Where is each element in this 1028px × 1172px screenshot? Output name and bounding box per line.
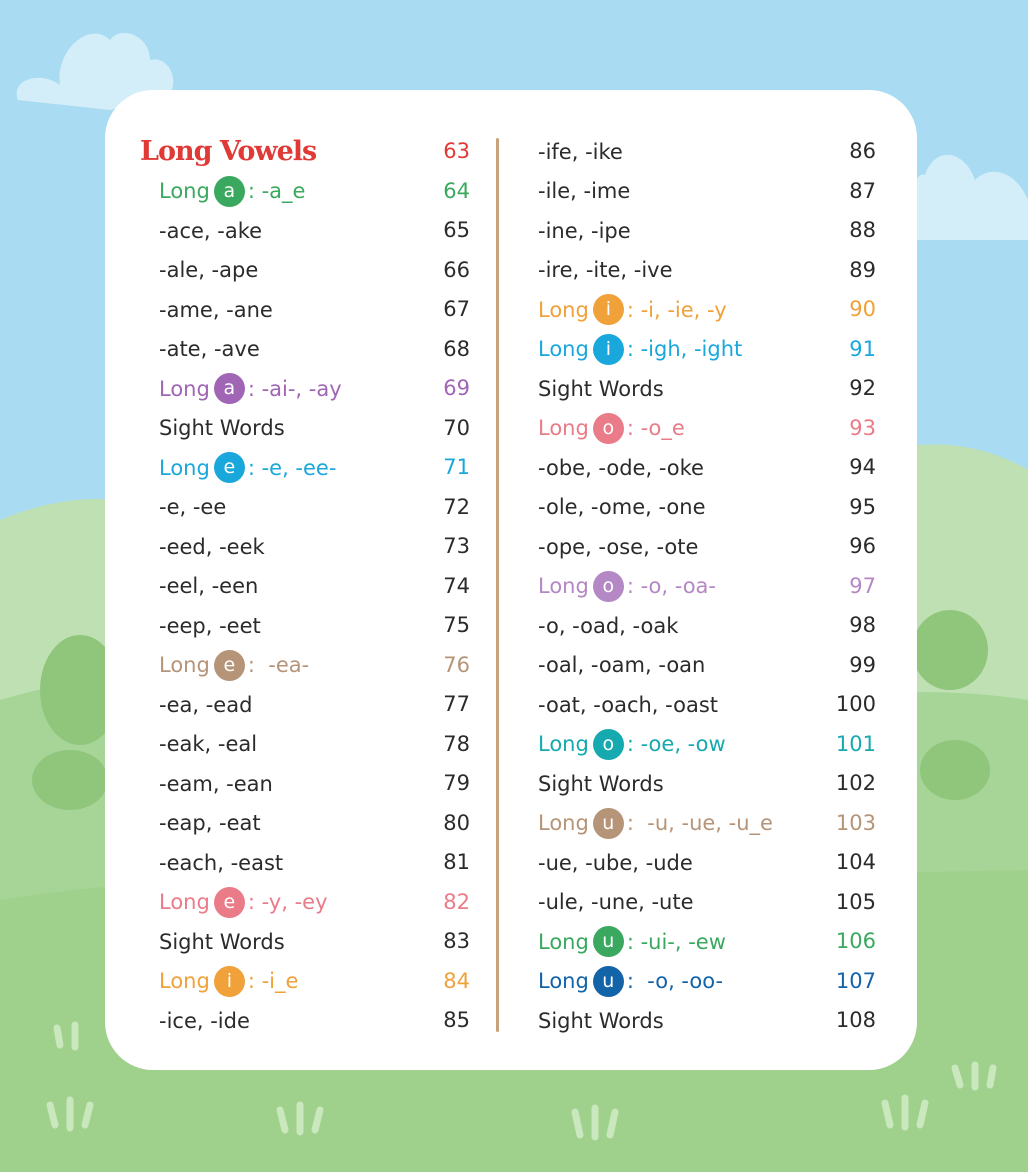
toc-entry xyxy=(140,725,470,765)
toc-entry-label xyxy=(538,966,723,997)
long-prefix: Long xyxy=(538,929,589,954)
page-number: 107 xyxy=(835,968,876,993)
page-number: 81 xyxy=(443,850,470,874)
page-number: 69 xyxy=(443,376,470,400)
toc-entry-label xyxy=(159,373,342,404)
toc-entry xyxy=(538,132,876,172)
toc-entry xyxy=(140,646,470,686)
toc-entry-label xyxy=(538,926,726,957)
toc-entry-label: -eed, -eek xyxy=(159,534,265,559)
page-number: 88 xyxy=(849,218,876,242)
toc-entry xyxy=(538,725,876,765)
vowel-letter-badge: e xyxy=(214,650,245,681)
page-number: 68 xyxy=(443,336,470,361)
vowel-letter-badge: o xyxy=(593,729,624,760)
toc-entry xyxy=(140,962,470,1002)
toc-entry-label: -eam, -ean xyxy=(159,771,273,796)
long-prefix: Long xyxy=(159,890,210,915)
toc-entry xyxy=(538,883,876,923)
long-prefix: Long xyxy=(159,653,210,678)
toc-entry xyxy=(538,1001,876,1041)
toc-entry-label: -eap, -eat xyxy=(159,811,261,836)
toc-entry xyxy=(538,211,876,251)
toc-entry xyxy=(538,962,876,1002)
spelling-patterns: : -o, -oo- xyxy=(626,969,724,994)
long-prefix: Long xyxy=(538,297,589,322)
vowel-letter-badge: i xyxy=(593,294,624,325)
contents-right-column xyxy=(538,132,876,1041)
vowel-letter-badge: a xyxy=(214,373,245,404)
vowel-letter-badge: o xyxy=(593,413,624,444)
toc-entry-label: -ale, -ape xyxy=(159,258,259,283)
long-prefix: Long xyxy=(538,732,589,757)
toc-entry xyxy=(538,764,876,804)
spelling-patterns: : -a_e xyxy=(247,179,306,204)
toc-entry-label: -ope, -ose, -ote xyxy=(538,534,699,559)
page-number: 89 xyxy=(849,257,876,282)
page-number: 97 xyxy=(849,573,876,598)
toc-entry-label xyxy=(538,413,685,444)
section-heading-label: Long Vowels xyxy=(140,136,317,168)
page-number: 74 xyxy=(443,573,470,598)
page-number: 92 xyxy=(849,376,876,400)
vowel-letter-badge: a xyxy=(214,176,245,207)
toc-entry-label: -oat, -oach, -oast xyxy=(538,692,719,717)
toc-entry-label: -each, -east xyxy=(159,850,284,875)
toc-entry-label: -ate, -ave xyxy=(159,337,260,362)
toc-entry-label xyxy=(538,571,716,602)
spelling-patterns: : -e, -ee- xyxy=(247,455,337,480)
spelling-patterns: : -i, -ie, -y xyxy=(626,297,727,322)
toc-entry-label: -ole, -ome, -one xyxy=(538,495,706,520)
page-number: 94 xyxy=(849,455,876,479)
toc-entry xyxy=(140,251,470,291)
spelling-patterns: : -oe, -ow xyxy=(626,732,726,757)
page-number: 66 xyxy=(443,257,470,282)
toc-entry xyxy=(538,172,876,212)
page-number: 98 xyxy=(849,613,876,637)
toc-entry xyxy=(140,843,470,883)
vowel-letter-badge: o xyxy=(593,571,624,602)
spelling-patterns: : -i_e xyxy=(247,969,299,994)
toc-entry xyxy=(140,922,470,962)
page-number: 80 xyxy=(443,810,470,835)
page-number: 93 xyxy=(849,415,876,440)
page-number: 87 xyxy=(849,178,876,203)
page-number: 95 xyxy=(849,494,876,519)
spelling-patterns: : -o_e xyxy=(626,416,685,441)
toc-entry-label: -ine, -ipe xyxy=(538,218,631,243)
toc-entry-label: -e, -ee xyxy=(159,495,227,520)
toc-entry-label: -ule, -une, -ute xyxy=(538,890,694,915)
column-divider xyxy=(496,138,499,1032)
vowel-letter-badge: i xyxy=(214,966,245,997)
page-number: 73 xyxy=(443,534,470,558)
toc-entry xyxy=(538,369,876,409)
page-number: 82 xyxy=(443,889,470,914)
page-number: 105 xyxy=(835,889,876,914)
vowel-letter-badge: u xyxy=(593,926,624,957)
page-number: 63 xyxy=(443,139,470,163)
toc-entry xyxy=(538,448,876,488)
page-number: 100 xyxy=(835,692,876,716)
vowel-letter-badge: i xyxy=(593,334,624,365)
page-number: 79 xyxy=(443,771,470,795)
toc-entry-label xyxy=(538,334,742,365)
toc-entry xyxy=(140,527,470,567)
toc-entry-label: -eep, -eet xyxy=(159,613,261,638)
toc-entry-label xyxy=(538,729,726,760)
contents-left-column xyxy=(140,132,470,1041)
toc-entry xyxy=(140,567,470,607)
toc-entry-label: -ice, -ide xyxy=(159,1008,250,1033)
toc-entry xyxy=(538,409,876,449)
long-prefix: Long xyxy=(159,455,210,480)
toc-entry-label: -obe, -ode, -oke xyxy=(538,455,704,480)
long-prefix: Long xyxy=(538,337,589,362)
long-prefix: Long xyxy=(538,416,589,441)
toc-entry xyxy=(538,843,876,883)
toc-entry xyxy=(538,567,876,607)
toc-entry xyxy=(538,606,876,646)
toc-entry xyxy=(140,290,470,330)
page-number: 70 xyxy=(443,415,470,440)
toc-entry-label xyxy=(159,966,298,997)
bush-right xyxy=(912,610,988,690)
toc-entry xyxy=(538,922,876,962)
long-prefix: Long xyxy=(538,969,589,994)
toc-entry-label xyxy=(159,452,336,483)
spelling-patterns: : -y, -ey xyxy=(247,890,328,915)
toc-entry-label: Sight Words xyxy=(538,771,664,796)
toc-entry-label: -ife, -ike xyxy=(538,139,623,164)
spelling-patterns: : -igh, -ight xyxy=(626,337,743,362)
toc-entry xyxy=(140,685,470,725)
toc-entry-label xyxy=(538,808,773,839)
toc-entry xyxy=(538,685,876,725)
page-number: 102 xyxy=(835,771,876,795)
toc-entry-label: -ace, -ake xyxy=(159,218,263,243)
toc-entry xyxy=(538,488,876,528)
toc-entry xyxy=(538,646,876,686)
toc-entry-label xyxy=(159,650,309,681)
toc-entry xyxy=(140,172,470,212)
bush-right-2 xyxy=(920,740,990,800)
page-number: 67 xyxy=(443,297,470,321)
page-number: 104 xyxy=(835,850,876,874)
toc-entry xyxy=(140,606,470,646)
vowel-letter-badge: e xyxy=(214,887,245,918)
page-number: 108 xyxy=(835,1008,876,1032)
toc-entry-label xyxy=(159,887,328,918)
toc-entry-label: -ile, -ime xyxy=(538,179,631,204)
toc-entry xyxy=(140,211,470,251)
page-number: 65 xyxy=(443,218,470,242)
toc-entry-label: -ame, -ane xyxy=(159,297,273,322)
toc-entry xyxy=(140,330,470,370)
toc-entry-label: Sight Words xyxy=(159,416,285,441)
long-prefix: Long xyxy=(159,376,210,401)
toc-entry-label: -ea, -ead xyxy=(159,692,253,717)
toc-entry xyxy=(140,369,470,409)
page-number: 101 xyxy=(835,731,876,756)
page-number: 72 xyxy=(443,494,470,519)
page-number: 90 xyxy=(849,297,876,321)
page-number: 85 xyxy=(443,1008,470,1032)
toc-entry-label: -o, -oad, -oak xyxy=(538,613,679,638)
toc-entry-label: Sight Words xyxy=(159,929,285,954)
spelling-patterns: : -u, -ue, -u_e xyxy=(626,811,773,836)
long-prefix: Long xyxy=(159,969,210,994)
toc-entry xyxy=(538,290,876,330)
toc-entry xyxy=(538,527,876,567)
spelling-patterns: : -ai-, -ay xyxy=(247,376,342,401)
toc-entry xyxy=(538,251,876,291)
vowel-letter-badge: u xyxy=(593,808,624,839)
long-prefix: Long xyxy=(159,179,210,204)
toc-entry-label xyxy=(538,294,727,325)
toc-entry xyxy=(538,330,876,370)
spelling-patterns: : -ui-, -ew xyxy=(626,929,726,954)
toc-entry xyxy=(140,448,470,488)
spelling-patterns: : -ea- xyxy=(247,653,310,678)
toc-entry xyxy=(140,409,470,449)
toc-entry xyxy=(140,804,470,844)
toc-entry-label: -eak, -eal xyxy=(159,732,258,757)
bush-left-2 xyxy=(32,750,108,810)
page-number: 86 xyxy=(849,139,876,163)
toc-entry xyxy=(538,804,876,844)
toc-entry-label: Sight Words xyxy=(538,376,664,401)
page-number: 91 xyxy=(849,336,876,361)
page-number: 83 xyxy=(443,929,470,953)
toc-entry-label: -ue, -ube, -ude xyxy=(538,850,693,875)
page-number: 76 xyxy=(443,652,470,677)
section-heading xyxy=(140,132,470,172)
page-number: 64 xyxy=(443,178,470,203)
page-number: 78 xyxy=(443,731,470,756)
page-number: 71 xyxy=(443,455,470,479)
toc-entry-label: -oal, -oam, -oan xyxy=(538,653,706,678)
toc-entry xyxy=(140,883,470,923)
vowel-letter-badge: e xyxy=(214,452,245,483)
page-number: 106 xyxy=(835,929,876,953)
toc-entry-label: -eel, -een xyxy=(159,574,259,599)
page-number: 77 xyxy=(443,692,470,716)
toc-entry xyxy=(140,1001,470,1041)
toc-entry xyxy=(140,764,470,804)
toc-entry-label: Sight Words xyxy=(538,1008,664,1033)
page-number: 103 xyxy=(835,810,876,835)
page-number: 75 xyxy=(443,613,470,637)
vowel-letter-badge: u xyxy=(593,966,624,997)
long-prefix: Long xyxy=(538,574,589,599)
page-number: 96 xyxy=(849,534,876,558)
toc-entry-label: -ire, -ite, -ive xyxy=(538,258,673,283)
toc-entry xyxy=(140,488,470,528)
page-number: 84 xyxy=(443,968,470,993)
page-number: 99 xyxy=(849,652,876,677)
long-prefix: Long xyxy=(538,811,589,836)
spelling-patterns: : -o, -oa- xyxy=(626,574,717,599)
toc-entry-label xyxy=(159,176,305,207)
